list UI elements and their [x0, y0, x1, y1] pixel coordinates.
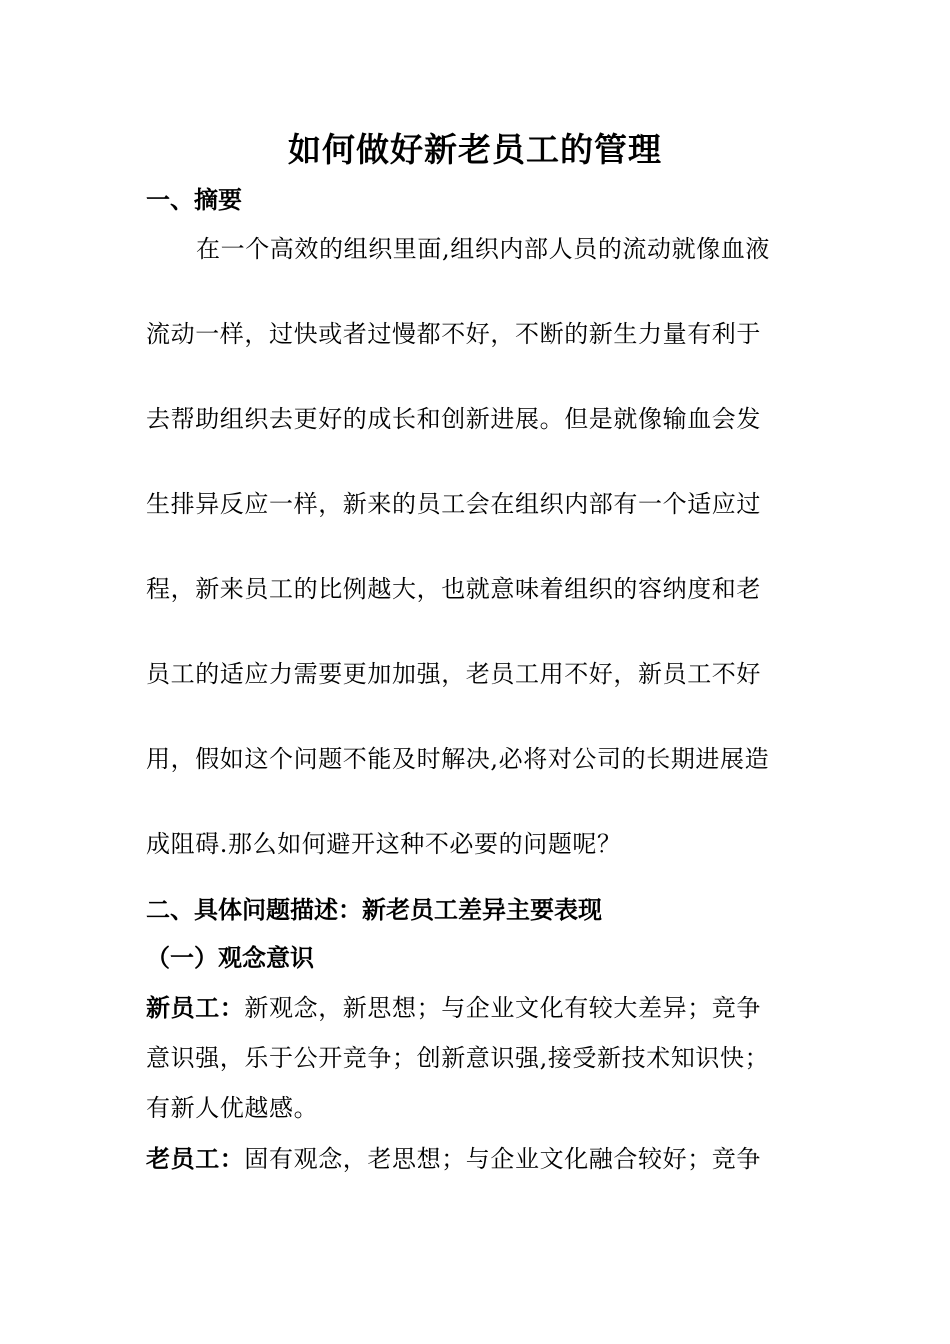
- abstract-line-1: 在一个高效的组织里面,组织内部人员的流动就像血液: [196, 235, 771, 263]
- abstract-line-3: 去帮助组织去更好的成长和创新进展。但是就像输血会发: [146, 405, 761, 433]
- document-title: 如何做好新老员工的管理: [288, 130, 662, 169]
- new-staff-line-2: 意识强，乐于公开竞争；创新意识强,接受新技术知识快；: [146, 1044, 770, 1072]
- abstract-line-7: 用，假如这个问题不能及时解决,必将对公司的长期进展造: [146, 745, 770, 773]
- old-staff-paragraph: [146, 1134, 806, 1184]
- new-staff-line-3: 有新人优越感。: [146, 1094, 319, 1122]
- new-staff-paragraph: [146, 983, 806, 1133]
- abstract-line-8: 成阻碍.那么如何避开这种不必要的问题呢？: [146, 830, 622, 858]
- abstract-line-6: 员工的适应力需要更加加强，老员工用不好，新员工不好: [146, 660, 761, 688]
- section-heading-abstract: 一、摘要: [146, 185, 242, 214]
- new-staff-label: 新员工：: [146, 993, 245, 1022]
- subsection-heading-mindset: （一）观念意识: [146, 943, 314, 972]
- new-staff-text: 新观念，新思想；与企业文化有较大差异；竞争: [244, 994, 762, 1022]
- old-staff-text: 固有观念，老思想；与企业文化融合较好；竞争: [244, 1145, 762, 1173]
- old-staff-label: 老员工：: [146, 1144, 245, 1173]
- section-heading-problem-description: 二、具体问题描述：新老员工差异主要表现: [146, 895, 602, 924]
- abstract-paragraph: [146, 224, 806, 904]
- abstract-line-5: 程，新来员工的比例越大，也就意味着组织的容纳度和老: [146, 575, 761, 603]
- old-staff-line-1: [146, 1134, 806, 1184]
- new-staff-line-1: [146, 983, 806, 1033]
- abstract-line-2: 流动一样，过快或者过慢都不好，不断的新生力量有利于: [146, 320, 761, 348]
- abstract-line-4: 生排异反应一样，新来的员工会在组织内部有一个适应过: [146, 490, 761, 518]
